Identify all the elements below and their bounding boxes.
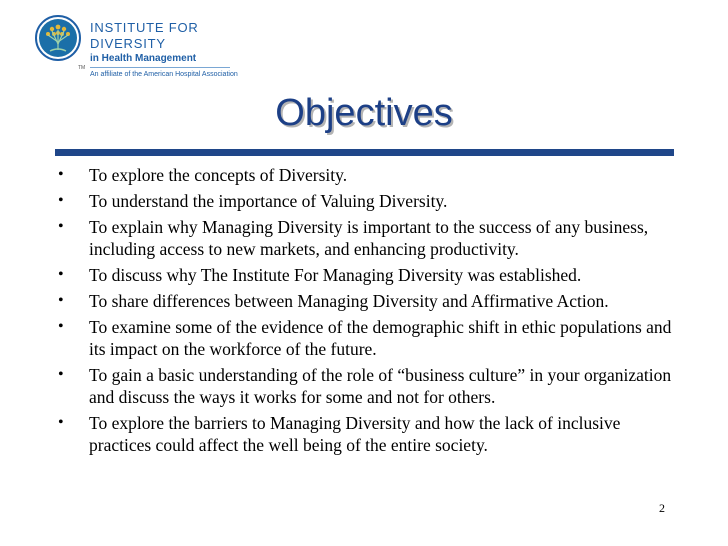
bullet-icon: • [58, 292, 64, 309]
logo-divider [90, 67, 230, 68]
objectives-list [50, 164, 680, 460]
objective-text: To explore the concepts of Diversity. [89, 165, 348, 185]
list-item [50, 412, 680, 456]
bullet-icon: • [58, 218, 64, 235]
list-item [50, 316, 680, 360]
organization-name: INSTITUTE FOR DIVERSITY [90, 20, 199, 51]
list-item [50, 164, 680, 186]
title-underline-bar [55, 149, 674, 156]
tree-logo-icon [34, 14, 82, 62]
list-item [50, 290, 680, 312]
objective-text: To discuss why The Institute For Managing Diversity was established. [89, 265, 582, 285]
page-number: 2 [659, 501, 665, 515]
objective-text: To explore the barriers to Managing Diversity and how the lack of inclusive practices could affect the well being of the entire society. [89, 413, 621, 455]
bullet-icon: • [58, 414, 64, 431]
affiliate-text: An affiliate of the American Hospital Association [90, 71, 238, 78]
logo-text-block [90, 20, 254, 79]
trademark-mark: TM [78, 65, 86, 71]
organization-logo [34, 14, 254, 78]
list-item [50, 264, 680, 286]
bullet-icon: • [58, 192, 64, 209]
bullet-icon: • [58, 366, 64, 383]
list-item [50, 190, 680, 212]
objective-text: To explain why Managing Diversity is important to the success of any business, including access to new markets, and enhancing productivity. [89, 217, 649, 259]
objective-text: To understand the importance of Valuing Diversity. [89, 191, 448, 211]
organization-subtitle: in Health Management [90, 53, 197, 64]
list-item [50, 364, 680, 408]
bullet-icon: • [58, 266, 64, 283]
objective-text: To gain a basic understanding of the role of “business culture” in your organization and discuss the ways it works for some and not for others. [89, 365, 672, 407]
list-item [50, 216, 680, 260]
bullet-icon: • [58, 166, 64, 183]
objective-text: To share differences between Managing Diversity and Affirmative Action. [89, 291, 609, 311]
objective-text: To examine some of the evidence of the demographic shift in ethic populations and its impact on the workforce of the future. [89, 317, 672, 359]
bullet-icon: • [58, 318, 64, 335]
slide-title: Objectives [275, 92, 453, 134]
